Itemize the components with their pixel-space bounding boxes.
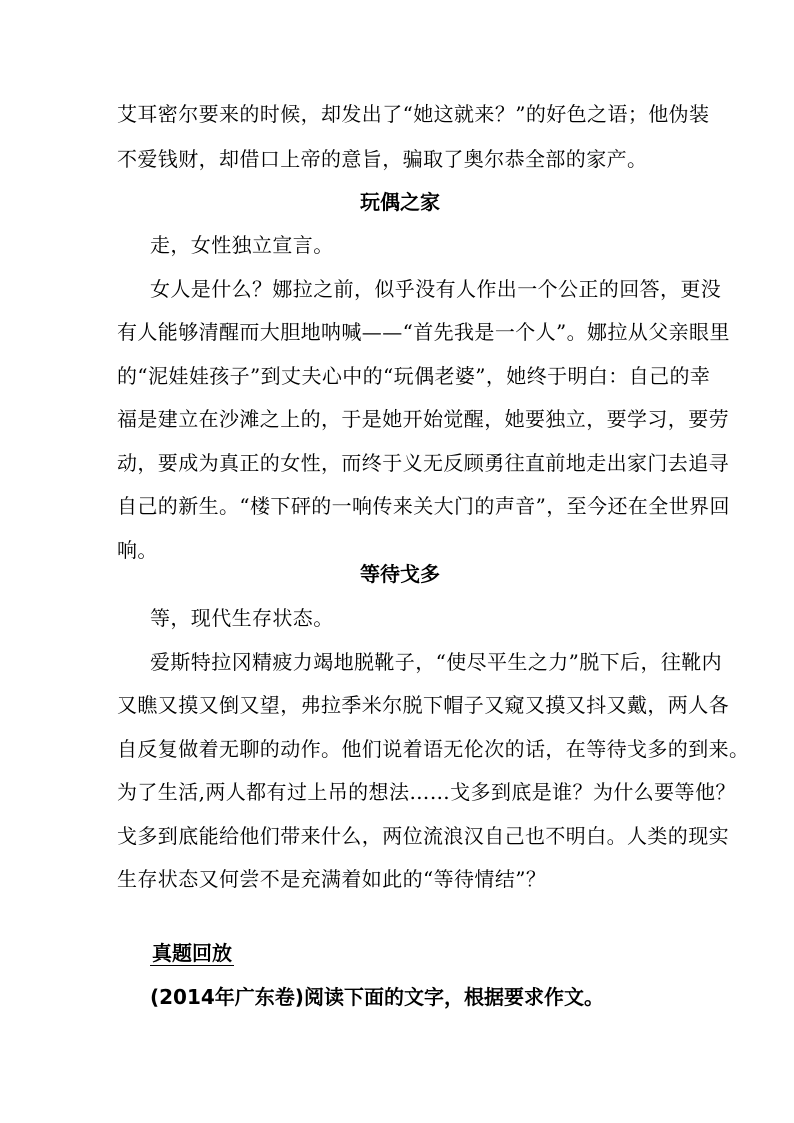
- section1-line-6: 自己的新生。“楼下砰的一响传来关大门的声音”，至今还在全世界回: [117, 494, 730, 518]
- section2-lead: 等，现代生存状态。: [150, 606, 334, 630]
- section1-lead: 走，女性独立宣言。: [150, 233, 334, 257]
- section2-line-1: 爱斯特拉冈精疲力竭地脱靴子，“使尽平生之力”脱下后，往靴内: [150, 650, 723, 674]
- section2-line-2: 又瞧又摸又倒又望，弗拉季米尔脱下帽子又窥又摸又抖又戴，两人各: [117, 693, 729, 717]
- section1-line-7: 响。: [117, 538, 158, 562]
- section2-line-5: 戈多到底能给他们带来什么，两位流浪汉自己也不明白。人类的现实: [117, 824, 729, 848]
- review-label: 真题回放: [152, 941, 232, 965]
- section2-line-4: 为了生活,两人都有过上吊的想法……戈多到底是谁？为什么要等他？: [117, 780, 736, 804]
- section1-line-3: 的“泥娃娃孩子”到丈夫心中的“玩偶老婆”，她终于明白：自己的幸: [117, 364, 711, 388]
- section1-line-5: 动，要成为真正的女性，而终于义无反顾勇往直前地走出家门去追寻: [117, 451, 729, 475]
- section2-line-3: 自反复做着无聊的动作。他们说着语无伦次的话，在等待戈多的到来。: [117, 737, 750, 761]
- section-title-dolls-house: 玩偶之家: [360, 190, 440, 214]
- intro-line-2: 不爱钱财，却借口上帝的意旨，骗取了奥尔恭全部的家产。: [117, 147, 648, 171]
- section-title-waiting-for-godot: 等待戈多: [360, 562, 440, 586]
- review-source: (2014年广东卷)阅读下面的文字，根据要求作文。: [150, 985, 604, 1009]
- section1-line-4: 福是建立在沙滩之上的，于是她开始觉醒，她要独立，要学习，要劳: [117, 407, 729, 431]
- section1-line-1: 女人是什么？娜拉之前，似乎没有人作出一个公正的回答，更没: [150, 277, 722, 301]
- section1-line-2: 有人能够清醒而大胆地呐喊——“首先我是一个人”。娜拉从父亲眼里: [117, 320, 730, 344]
- intro-line-1: 艾耳密尔要来的时候，却发出了“她这就来？”的好色之语；他伪装: [117, 102, 710, 126]
- section2-line-6: 生存状态又何尝不是充满着如此的“等待情结”？: [117, 867, 547, 891]
